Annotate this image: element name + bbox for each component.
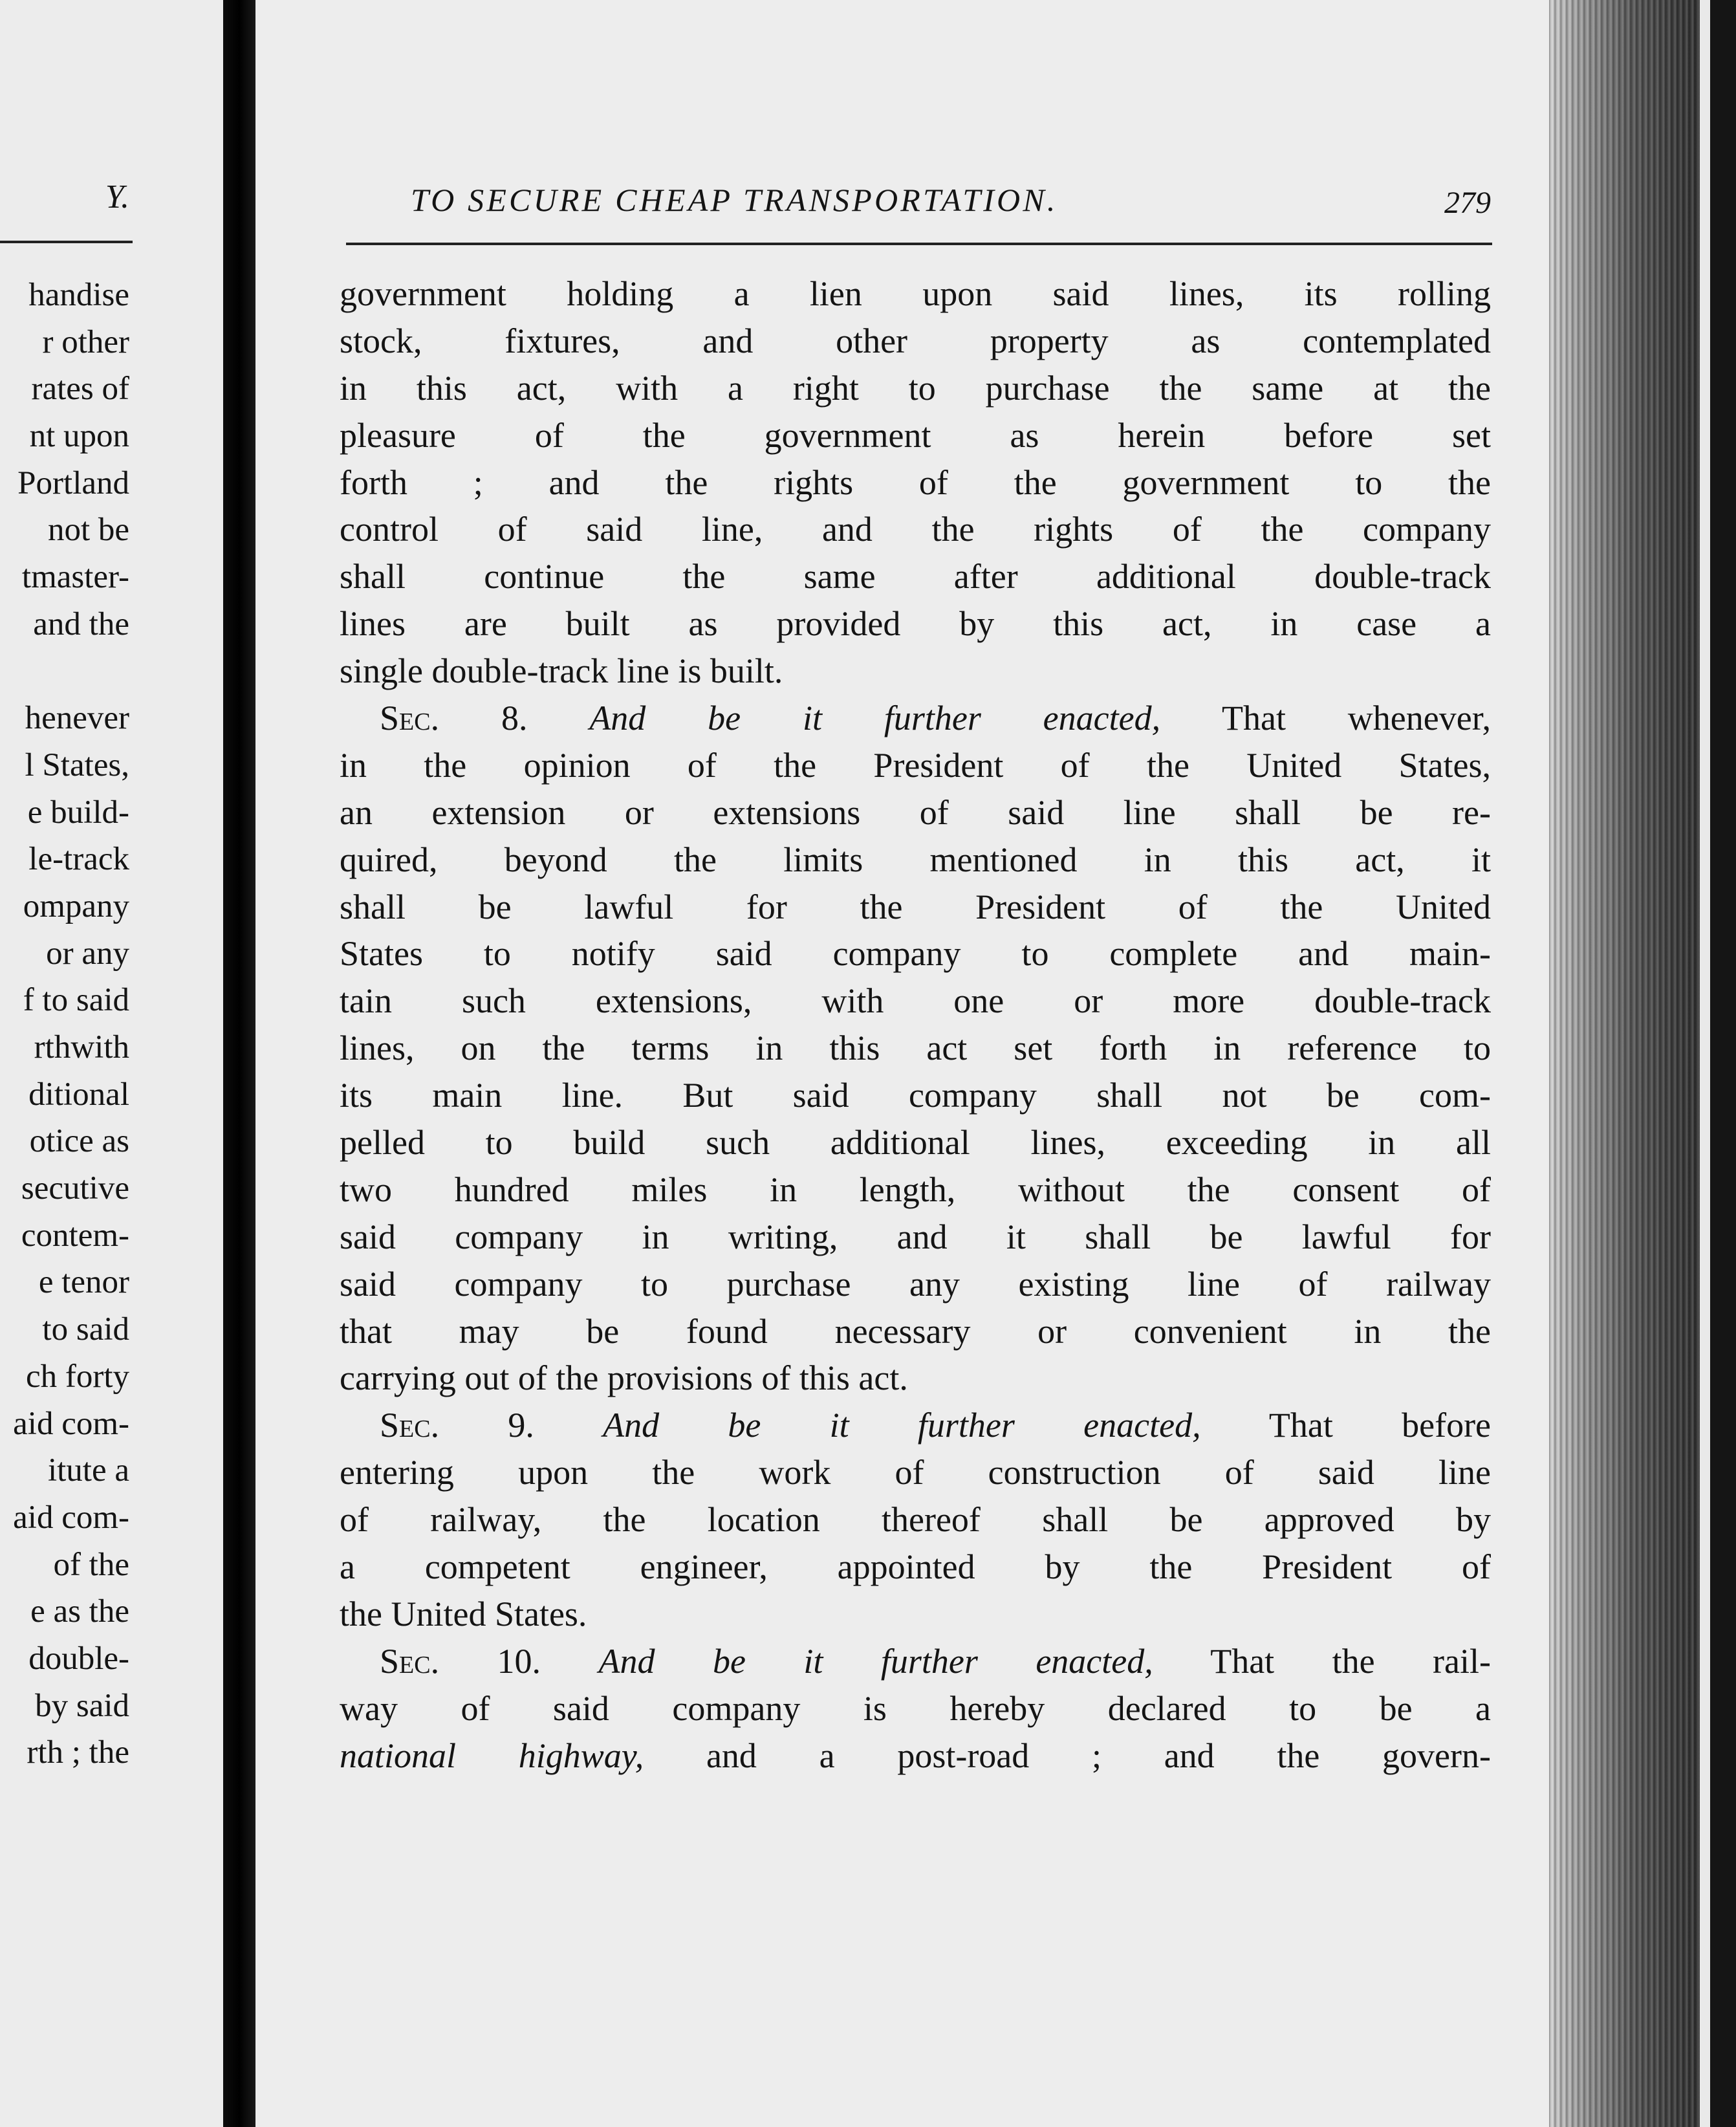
line-text: and a post-road ; and the govern-	[706, 1736, 1491, 1775]
body-line	[340, 270, 1491, 318]
left-line: rthwith	[34, 1029, 129, 1065]
left-line: secutive	[21, 1170, 129, 1207]
line-text: government holding a lien upon said lines, its rolling	[340, 274, 1491, 313]
left-line	[0, 648, 129, 695]
body-line	[340, 1166, 1491, 1214]
line-text: shall be lawful for the President of the United	[340, 887, 1491, 926]
body-line	[340, 977, 1491, 1025]
body-line	[340, 1355, 1491, 1402]
line-text: said company in writing, and it shall be lawful for	[340, 1217, 1491, 1256]
line-text: forth ; and the rights of the government to the	[340, 463, 1491, 502]
line-text: an extension or extensions of said line shall be re-	[340, 792, 1491, 832]
header-rule	[346, 243, 1492, 245]
left-line: or any	[46, 935, 129, 972]
left-head-rule	[0, 241, 133, 243]
body-line	[340, 789, 1491, 836]
enacting-clause: And be it further enacted,	[589, 699, 1161, 738]
body-line	[340, 1732, 1491, 1780]
page-edges	[1549, 0, 1736, 2127]
left-line: not be	[47, 512, 129, 549]
left-line: e build-	[27, 794, 129, 831]
line-text: stock, fixtures, and other property as contemplated	[340, 321, 1491, 360]
left-page-fragment	[0, 0, 223, 2127]
left-text-column	[0, 272, 129, 1776]
left-line: rates of	[31, 371, 129, 408]
right-page	[255, 0, 1549, 2127]
left-line: rth ; the	[27, 1734, 129, 1771]
page-number: 279	[1444, 186, 1491, 220]
section-number: Sec. 9.	[380, 1406, 534, 1445]
line-text: carrying out of the provisions of this act.	[340, 1358, 908, 1398]
line-text: that may be found necessary or convenient in the	[340, 1311, 1491, 1351]
left-line: by said	[35, 1687, 129, 1724]
left-line: of the	[53, 1546, 129, 1583]
body-line	[340, 318, 1491, 365]
body-line	[340, 365, 1491, 412]
line-text: pleasure of the government as herein before set	[340, 415, 1491, 455]
body-line	[340, 412, 1491, 459]
book-gutter	[223, 0, 255, 2127]
page-edge-highlight	[1700, 0, 1710, 2127]
line-text: lines are built as provided by this act, in case a	[340, 604, 1491, 644]
body-line	[340, 553, 1491, 600]
left-line: ditional	[28, 1076, 129, 1113]
line-text: lines, on the terms in this act set forth in reference to	[340, 1029, 1491, 1068]
left-line: le-track	[28, 841, 129, 878]
line-text: said company to purchase any existing line of railway	[340, 1264, 1491, 1303]
body-line	[340, 1449, 1491, 1496]
line-text: of railway, the location thereof shall be approved by	[340, 1500, 1491, 1540]
line-text: two hundred miles in length, without the consent of	[340, 1170, 1491, 1209]
body-line	[340, 1025, 1491, 1072]
left-line: e tenor	[38, 1264, 129, 1301]
scan-border	[1710, 0, 1736, 2127]
body-line	[340, 930, 1491, 977]
body-line	[340, 600, 1491, 648]
left-line: ompany	[23, 888, 129, 924]
body-line	[340, 1685, 1491, 1732]
left-line: r other	[42, 323, 129, 360]
line-text: States to notify said company to complete and main-	[340, 934, 1491, 974]
left-line: henever	[25, 700, 129, 737]
left-line: aid com-	[13, 1405, 129, 1442]
line-text: way of said company is hereby declared to be a	[340, 1688, 1491, 1728]
line-text: tain such extensions, with one or more double-track	[340, 981, 1491, 1021]
body-line	[340, 1591, 1491, 1638]
left-line: to said	[42, 1311, 129, 1348]
line-text: entering upon the work of construction of said line	[340, 1453, 1491, 1492]
running-title: TO SECURE CHEAP TRANSPORTATION.	[411, 182, 1058, 218]
line-text: That whenever,	[1221, 699, 1491, 738]
body-line	[340, 1261, 1491, 1308]
body-line	[340, 1214, 1491, 1261]
body-line	[340, 648, 1491, 695]
line-text: That the rail-	[1210, 1641, 1491, 1681]
line-text: That before	[1268, 1406, 1491, 1445]
body-line	[340, 1543, 1491, 1591]
line-text: shall continue the same after additional double-track	[340, 557, 1491, 596]
left-line: Portland	[17, 464, 129, 501]
body-line	[340, 459, 1491, 507]
line-text: control of said line, and the rights of the company	[340, 510, 1491, 549]
left-line: e as the	[30, 1593, 129, 1630]
body-line	[340, 506, 1491, 553]
left-line: otice as	[29, 1123, 129, 1160]
body-line	[340, 1119, 1491, 1166]
body-line	[340, 1496, 1491, 1543]
enacting-clause: And be it further enacted,	[603, 1406, 1201, 1445]
left-line: itute a	[47, 1452, 129, 1489]
section-number: Sec. 10.	[380, 1641, 541, 1681]
left-line: nt upon	[29, 418, 129, 455]
left-line: ch forty	[25, 1358, 129, 1395]
body-text	[340, 270, 1491, 1780]
body-line	[340, 1308, 1491, 1355]
body-line	[340, 884, 1491, 931]
left-line: handise	[28, 277, 129, 313]
left-line: l States,	[25, 747, 129, 783]
left-line: f to said	[23, 982, 129, 1019]
line-text: single double-track line is built.	[340, 651, 783, 691]
line-text: the United States.	[340, 1594, 587, 1633]
line-text: in this act, with a right to purchase the same at the	[340, 368, 1491, 408]
left-line: and the	[33, 605, 129, 642]
left-line: aid com-	[13, 1499, 129, 1536]
left-line: tmaster-	[21, 559, 129, 596]
left-line: contem-	[21, 1217, 129, 1254]
line-text: quired, beyond the limits mentioned in this act, it	[340, 840, 1491, 879]
line-text: a competent engineer, appointed by the President of	[340, 1547, 1491, 1587]
running-head	[411, 181, 1491, 233]
line-text: its main line. But said company shall not be com-	[340, 1076, 1491, 1115]
body-line	[340, 1072, 1491, 1119]
enacting-clause: And be it further enacted,	[598, 1641, 1153, 1681]
body-line	[340, 742, 1491, 789]
italic-phrase: national highway,	[340, 1736, 644, 1775]
section-heading-line	[340, 1402, 1491, 1449]
section-number: Sec. 8.	[380, 699, 528, 738]
left-line: double-	[28, 1640, 129, 1677]
section-heading-line	[340, 1638, 1491, 1685]
line-text: in the opinion of the President of the United States,	[340, 745, 1491, 785]
section-heading-line	[340, 695, 1491, 742]
left-running-head-fragment: Y.	[105, 179, 129, 215]
body-line	[340, 836, 1491, 884]
line-text: pelled to build such additional lines, exceeding in all	[340, 1123, 1491, 1162]
